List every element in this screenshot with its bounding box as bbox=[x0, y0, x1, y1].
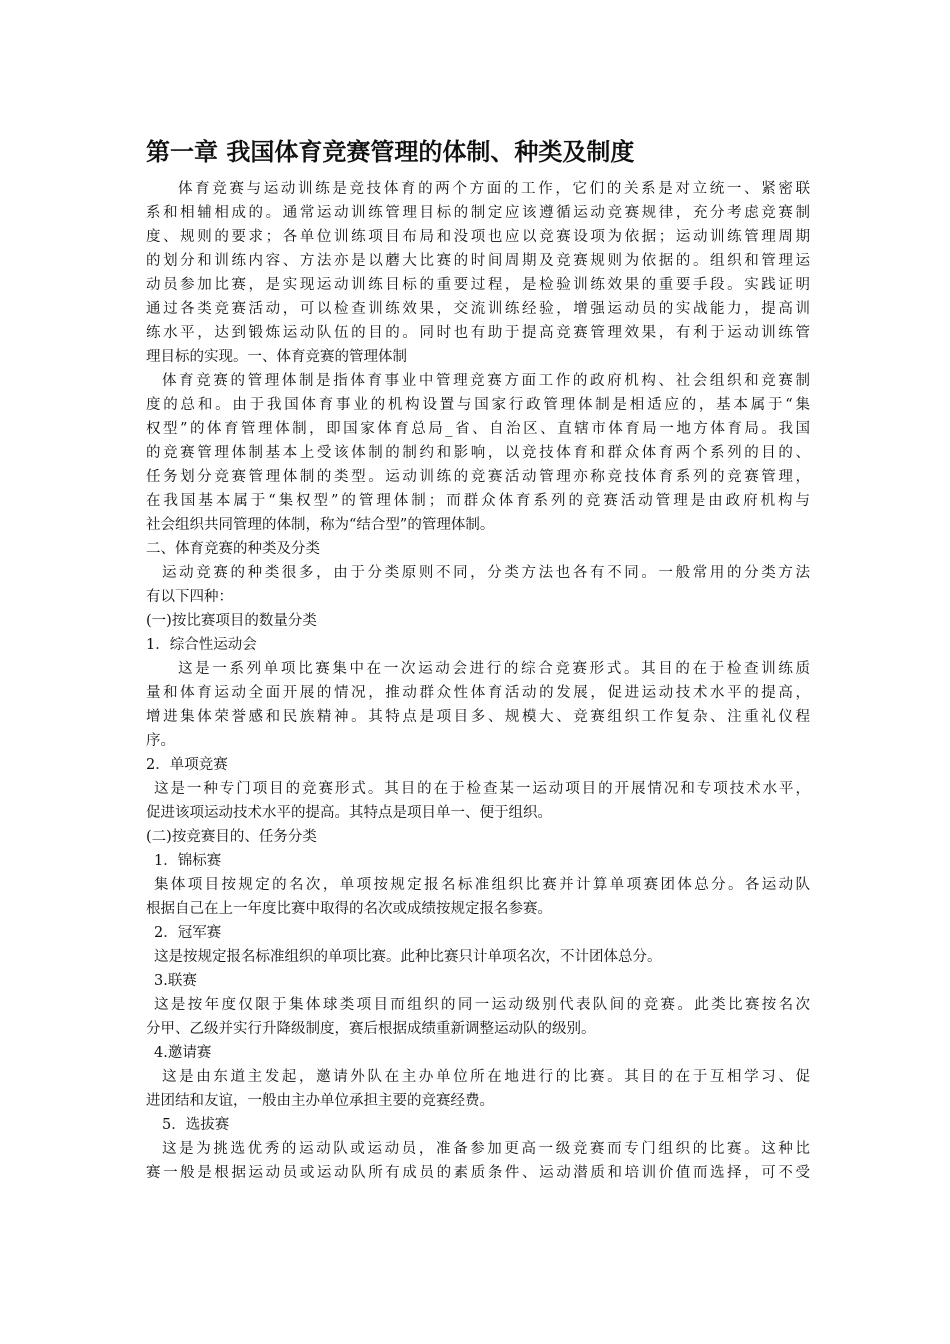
text-line: 有以下四种： bbox=[146, 589, 233, 605]
text-line: 1．锦标赛 bbox=[154, 853, 222, 869]
text-line: 理目标的实现。一、体育竞赛的管理体制 bbox=[146, 349, 407, 365]
chapter-title: 第一章 我国体育竞赛管理的体制、种类及制度 bbox=[146, 138, 635, 166]
text-line: 通过各类竞赛活动，可以检查训练效果，交流训练经验，增强运动员的实战能力，提高训 bbox=[146, 301, 810, 317]
text-line: 这是按规定报名标准组织的单项比赛。此种比赛只计单项名次，不计团体总分。 bbox=[154, 949, 662, 965]
text-line: 集体项目按规定的名次，单项按规定报名标准组织比赛并计算单项赛团体总分。各运动队 bbox=[154, 877, 810, 893]
text-line: 运动竞赛的种类很多，由于分类原则不同，分类方法也各有不同。一般常用的分类方法 bbox=[162, 565, 810, 581]
text-line: (二)按竞赛目的、任务分类 bbox=[146, 829, 317, 845]
text-line: 任务划分竞赛管理体制的类型。运动训练的竞赛活动管理亦称竞技体育系列的竞赛管理， bbox=[146, 469, 810, 485]
text-line: 5．选拔赛 bbox=[162, 1117, 230, 1133]
text-line: 这是由东道主发起，邀请外队在主办单位所在地进行的比赛。其目的在于互相学习、促 bbox=[162, 1069, 810, 1085]
text-line: 动员参加比赛，是实现运动训练目标的重要过程，是检验训练效果的重要手段。实践证明 bbox=[146, 277, 810, 293]
text-line: 根据自己在上一年度比赛中取得的名次或成绩按规定报名参赛。 bbox=[146, 901, 552, 917]
text-line: 这是一种专门项目的竞赛形式。其目的在于检查某一运动项目的开展情况和专项技术水平， bbox=[154, 781, 810, 797]
text-line: 3.联赛 bbox=[154, 973, 197, 989]
text-line: 这是为挑选优秀的运动队或运动员，准备参加更高一级竞赛而专门组织的比赛。这种比 bbox=[162, 1141, 810, 1157]
text-line: 的划分和训练内容、方法亦是以蘑大比赛的时间周期及竞赛规则为依据的。组织和管理运 bbox=[146, 253, 810, 269]
text-line: 分甲、乙级并实行升降级制度，赛后根据成绩重新调整运动队的级别。 bbox=[146, 1021, 596, 1037]
text-line: 体育竞赛与运动训练是竞技体育的两个方面的工作，它们的关系是对立统一、紧密联 bbox=[178, 181, 810, 197]
text-line: 在我国基本属于“集权型”的管理体制；而群众体育系列的竞赛活动管理是由政府机构与 bbox=[146, 493, 810, 509]
text-line: 2．单项竞赛 bbox=[146, 757, 228, 773]
text-line: 二、体育竞赛的种类及分类 bbox=[146, 541, 320, 557]
text-line: 进团结和友谊，一般由主办单位承担主要的竞赛经费。 bbox=[146, 1093, 494, 1109]
text-line: 度、规则的要求；各单位训练项目布局和没项也应以竞赛设项为依据；运动训练管理周期 bbox=[146, 229, 810, 245]
text-line: 这是一系列单项比赛集中在一次运动会进行的综合竞赛形式。其目的在于检查训练质 bbox=[178, 661, 810, 677]
text-line: 1．综合性运动会 bbox=[146, 637, 257, 653]
text-line: 促进该项运动技术水平的提高。其特点是项目单一、便于组织。 bbox=[146, 805, 552, 821]
text-line: 练水平，达到锻炼运动队伍的目的。同时也有助于提高竞赛管理效果，有利于运动训练管 bbox=[146, 325, 810, 341]
text-line: (一)按比赛项目的数量分类 bbox=[146, 613, 317, 629]
text-line: 度的总和。由于我国体育事业的机构设置与国家行政管理体制是相适应的，基本属于“集 bbox=[146, 397, 810, 413]
text-line: 增进集体荣誉感和民族精神。其特点是项目多、规模大、竞赛组织工作复杂、注重礼仪程 bbox=[146, 709, 810, 725]
text-line: 的竞赛管理体制基本上受该体制的制约和影响，以竞技体育和群众体育两个系列的目的、 bbox=[146, 445, 810, 461]
text-line: 系和相辅相成的。通常运动训练管理目标的制定应该遵循运动竞赛规律，充分考虑竞赛制 bbox=[146, 205, 810, 221]
text-line: 4.邀请赛 bbox=[154, 1045, 212, 1061]
text-line: 序。 bbox=[146, 733, 175, 749]
text-line: 量和体育运动全面开展的情况，推动群众性体育活动的发展，促进运动技术水平的提高， bbox=[146, 685, 810, 701]
text-line: 社会组织共同管理的体制，称为“结合型”的管理体制。 bbox=[146, 517, 495, 533]
text-line: 这是按年度仅限于集体球类项目而组织的同一运动级别代表队间的竞赛。此类比赛按名次 bbox=[154, 997, 810, 1013]
text-line: 赛一般是根据运动员或运动队所有成员的素质条件、运动潜质和培训价值而选择，可不受 bbox=[146, 1165, 810, 1181]
text-line: 体育竞赛的管理体制是指体育事业中管理竞赛方面工作的政府机构、社会组织和竞赛制 bbox=[162, 373, 810, 389]
text-line: 权型”的体育管理体制，即国家体育总局_省、自治区、直辖市体育局一地方体育局。我国 bbox=[146, 421, 810, 437]
text-line: 2．冠军赛 bbox=[154, 925, 222, 941]
